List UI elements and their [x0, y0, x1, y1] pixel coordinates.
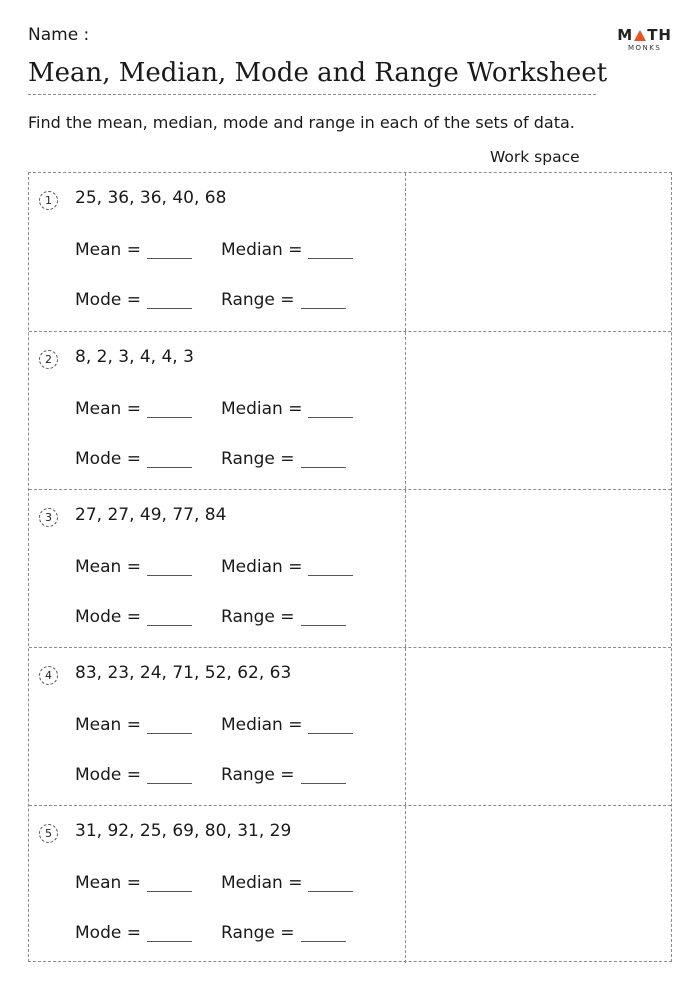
mean-answer-blank[interactable] — [147, 574, 192, 576]
mode-answer-blank[interactable] — [147, 782, 192, 784]
work-space-area[interactable] — [406, 648, 671, 805]
problem-row — [29, 331, 671, 489]
mean-answer-blank[interactable] — [147, 257, 192, 259]
range-field — [221, 607, 346, 627]
mode-field — [75, 290, 192, 310]
range-label: Range = — [221, 923, 295, 943]
mean-field — [75, 557, 192, 577]
logo-subtext: MONKS — [627, 44, 662, 52]
triangle-icon — [634, 30, 646, 41]
mean-answer-blank[interactable] — [147, 732, 192, 734]
problem-grid — [28, 172, 672, 962]
mode-answer-blank[interactable] — [147, 466, 192, 468]
mode-answer-blank[interactable] — [147, 940, 192, 942]
median-answer-blank[interactable] — [308, 890, 353, 892]
median-field — [221, 240, 353, 260]
mean-label: Mean = — [75, 399, 141, 419]
range-answer-blank[interactable] — [301, 940, 346, 942]
median-field — [221, 873, 353, 893]
problem-row — [29, 489, 671, 647]
mean-field — [75, 873, 192, 893]
logo-text-right: TH — [647, 26, 672, 44]
mean-field — [75, 399, 192, 419]
logo-text-left: M — [617, 26, 634, 44]
data-set: 31, 92, 25, 69, 80, 31, 29 — [75, 821, 292, 841]
mode-label: Mode = — [75, 923, 141, 943]
mean-label: Mean = — [75, 240, 141, 260]
mean-label: Mean = — [75, 557, 141, 577]
problem-row — [29, 805, 671, 963]
problem-row — [29, 647, 671, 805]
range-field — [221, 449, 346, 469]
mode-answer-blank[interactable] — [147, 307, 192, 309]
median-label: Median = — [221, 557, 303, 577]
range-label: Range = — [221, 449, 295, 469]
data-set: 8, 2, 3, 4, 4, 3 — [75, 347, 194, 367]
mean-answer-blank[interactable] — [147, 890, 192, 892]
range-field — [221, 923, 346, 943]
mode-field — [75, 923, 192, 943]
median-answer-blank[interactable] — [308, 416, 353, 418]
mode-label: Mode = — [75, 765, 141, 785]
range-field — [221, 290, 346, 310]
question-number: 4 — [39, 666, 58, 685]
name-label: Name : — [28, 25, 90, 45]
mode-field — [75, 449, 192, 469]
mode-answer-blank[interactable] — [147, 624, 192, 626]
mean-label: Mean = — [75, 715, 141, 735]
problem-row — [29, 173, 671, 331]
range-answer-blank[interactable] — [301, 624, 346, 626]
mode-label: Mode = — [75, 449, 141, 469]
range-label: Range = — [221, 290, 295, 310]
data-set: 83, 23, 24, 71, 52, 62, 63 — [75, 663, 292, 683]
work-space-area[interactable] — [406, 173, 671, 331]
work-space-area[interactable] — [406, 806, 671, 963]
range-answer-blank[interactable] — [301, 466, 346, 468]
mean-field — [75, 715, 192, 735]
question-number: 1 — [39, 191, 58, 210]
work-space-area[interactable] — [406, 490, 671, 647]
question-number: 3 — [39, 508, 58, 527]
mean-answer-blank[interactable] — [147, 416, 192, 418]
range-answer-blank[interactable] — [301, 782, 346, 784]
mean-label: Mean = — [75, 873, 141, 893]
mean-field — [75, 240, 192, 260]
data-set: 25, 36, 36, 40, 68 — [75, 188, 227, 208]
range-field — [221, 765, 346, 785]
range-label: Range = — [221, 765, 295, 785]
question-number: 5 — [39, 824, 58, 843]
median-label: Median = — [221, 715, 303, 735]
question-number: 2 — [39, 350, 58, 369]
mode-field — [75, 607, 192, 627]
median-label: Median = — [221, 240, 303, 260]
logo-wordmark — [617, 27, 672, 43]
median-field — [221, 557, 353, 577]
median-answer-blank[interactable] — [308, 574, 353, 576]
median-label: Median = — [221, 873, 303, 893]
mode-field — [75, 765, 192, 785]
mode-label: Mode = — [75, 607, 141, 627]
median-label: Median = — [221, 399, 303, 419]
median-answer-blank[interactable] — [308, 257, 353, 259]
math-monks-logo — [617, 27, 672, 52]
data-set: 27, 27, 49, 77, 84 — [75, 505, 227, 525]
page-title: Mean, Median, Mode and Range Worksheet — [28, 58, 596, 95]
median-field — [221, 399, 353, 419]
range-answer-blank[interactable] — [301, 307, 346, 309]
instructions: Find the mean, median, mode and range in each of the sets of data. — [28, 113, 575, 132]
work-space-area[interactable] — [406, 332, 671, 489]
range-label: Range = — [221, 607, 295, 627]
median-answer-blank[interactable] — [308, 732, 353, 734]
mode-label: Mode = — [75, 290, 141, 310]
median-field — [221, 715, 353, 735]
workspace-label: Work space — [490, 148, 580, 166]
